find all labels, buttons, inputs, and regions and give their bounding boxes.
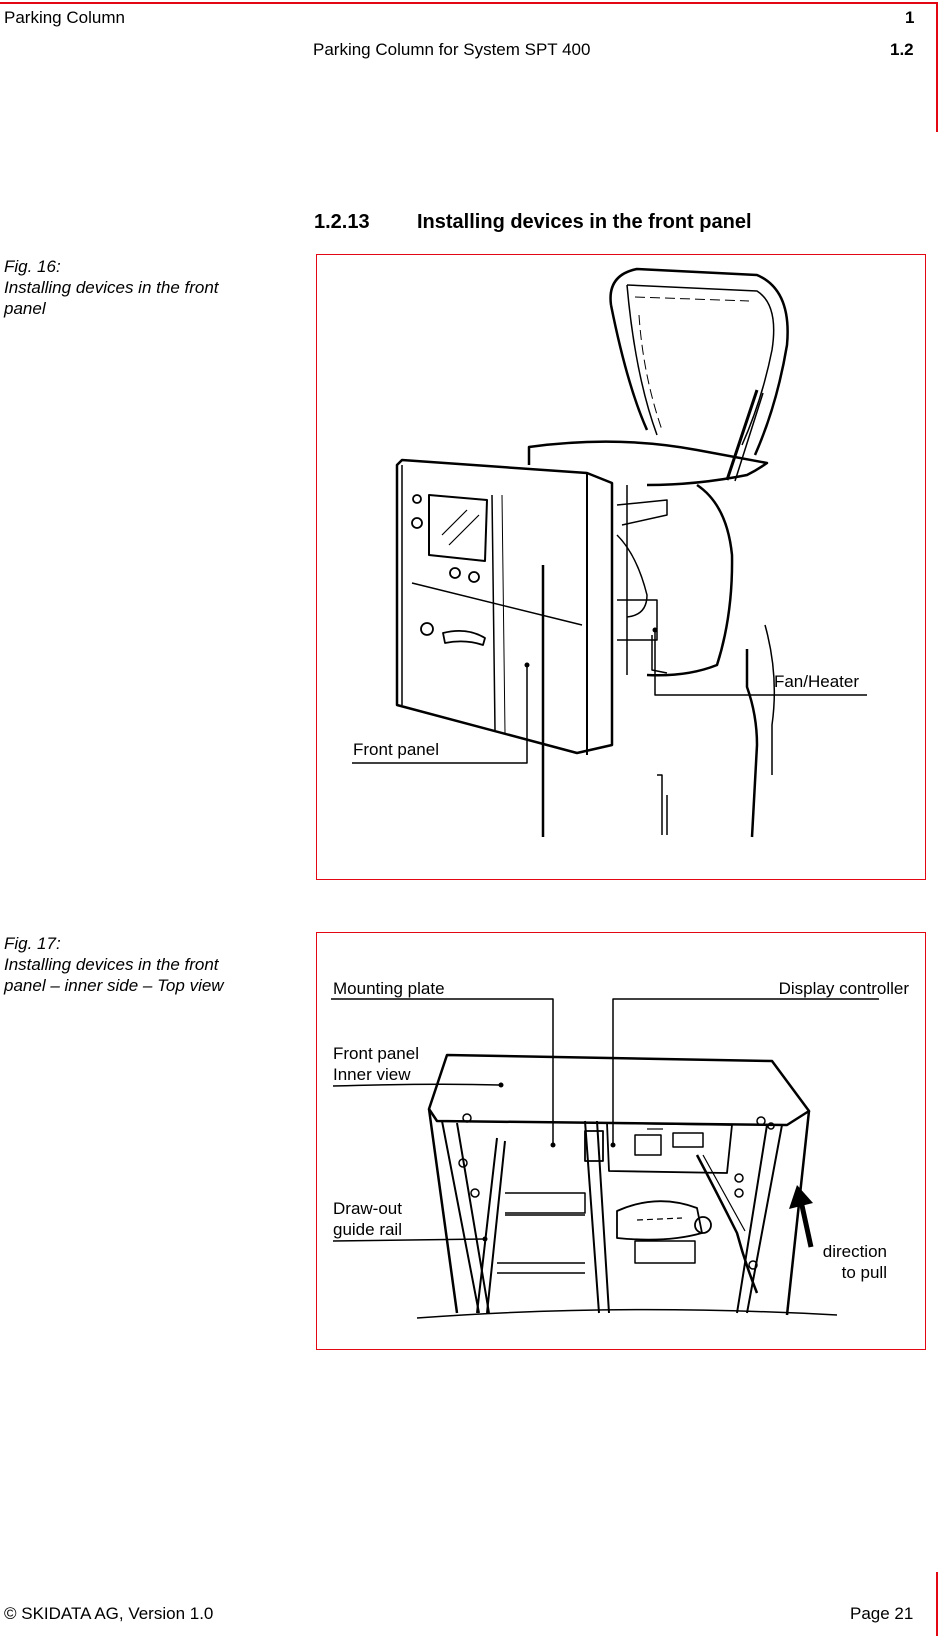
figure-caption-label: Fig. 16: (4, 257, 61, 276)
label-direction-line1: direction (822, 1242, 887, 1261)
section-header-title: Parking Column for System SPT 400 (313, 40, 591, 59)
section-heading: Installing devices in the front panel (417, 211, 752, 233)
label-fan-heater: Fan/Heater (773, 672, 859, 691)
header-rule (0, 2, 938, 4)
label-front-panel-line2: Inner view (333, 1065, 411, 1084)
figure-caption-text: Installing devices in the front panel – inner side – Top view (4, 955, 224, 995)
section-number: 1.2.13 (314, 211, 370, 233)
label-mounting-plate: Mounting plate (333, 979, 445, 998)
label-front-panel: Front panel (353, 740, 439, 759)
label-front-panel-line1: Front panel (333, 1044, 419, 1063)
chapter-number: 1 (905, 8, 915, 27)
figure-caption-label: Fig. 17: (4, 934, 61, 953)
page-number: Page 21 (850, 1604, 914, 1623)
figure-17 (316, 932, 926, 1350)
footer-copyright: © SKIDATA AG, Version 1.0 (4, 1604, 214, 1623)
figure-17-illustration (317, 933, 924, 1348)
direction-arrow-icon (789, 1185, 813, 1247)
figure-caption (4, 933, 254, 996)
label-draw-out-line1: Draw-out (333, 1199, 402, 1218)
label-draw-out-line2: guide rail (333, 1220, 402, 1239)
figure-caption-text: Installing devices in the front panel (4, 278, 219, 318)
header-margin-rule (936, 2, 938, 132)
label-direction-line2: to pull (841, 1263, 887, 1282)
footer-margin-rule (936, 1572, 938, 1636)
chapter-title: Parking Column (4, 8, 125, 27)
figure-caption (4, 256, 254, 319)
label-display-controller: Display controller (778, 979, 909, 998)
section-header-number: 1.2 (890, 40, 914, 59)
figure-16-illustration (317, 255, 924, 878)
figure-16 (316, 254, 926, 880)
